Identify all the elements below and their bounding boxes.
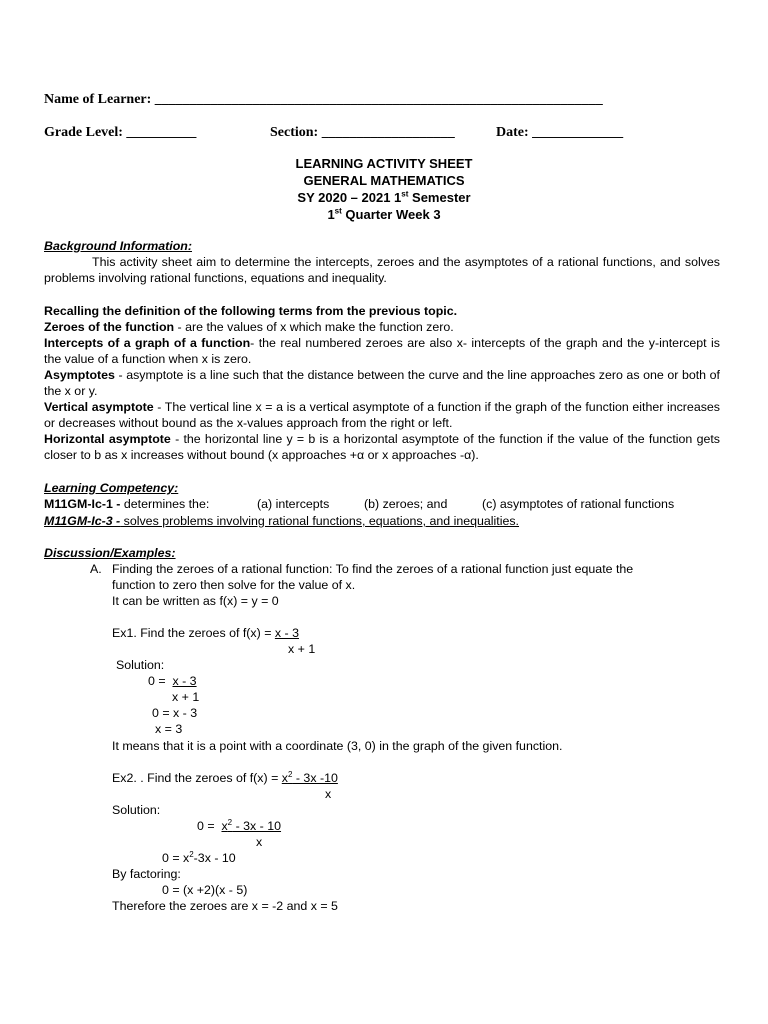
grade-level-blank: __________ — [126, 125, 197, 140]
school-year: SY 2020 – 2021 1st Semester — [297, 189, 471, 205]
example-2-step-1: $0 = x^2 - 3x - 10$ — [197, 817, 282, 833]
example-2-solution-label: Solution: — [112, 803, 161, 817]
example-1-step-3: x = 3 — [155, 722, 183, 736]
example-1-label: Ex1. Find the zeroes of f(x) = x - 3 — [112, 626, 299, 640]
example-1-step-1: 0 = x - 3 — [148, 674, 197, 688]
example-2-conclusion: Therefore the zeroes are x = -2 and x = 5 — [112, 899, 338, 913]
example-1-numerator: x - 3 — [274, 626, 299, 640]
date-row — [496, 125, 623, 141]
quarter-week: 1st Quarter Week 3 — [327, 206, 441, 222]
example-2-label: Ex2. . Find the zeroes of $f(x) = x^2 - 3x$ -10 — [112, 769, 338, 785]
item-a-line-3: It can be written as f(x) = y = 0 — [112, 594, 279, 608]
example-2-step-3: 0 = (x +2)(x - 5) — [162, 883, 248, 897]
learner-name-row — [44, 92, 603, 108]
example-1-conclusion: It means that it is a point with a coordinate (3, 0) in the graph of the given function. — [112, 739, 563, 753]
item-a-line-1: Finding the zeroes of a rational function: To find the zeroes of a rational function just equate the — [112, 562, 634, 576]
background-heading: Background Information: — [44, 239, 192, 253]
section-row — [270, 125, 455, 141]
item-a-marker: A. — [90, 562, 102, 576]
date-blank: _____________ — [532, 125, 624, 140]
competency-2: M11GM-Ic-3 - solves problems involving rational functions, equations, and inequalities. — [44, 514, 520, 528]
learner-name-blank: ________________________________________________________________ — [154, 92, 603, 107]
grade-level-row — [44, 125, 196, 141]
competency-option-b: (b) zeroes; and — [364, 497, 448, 511]
example-2-step-1-denominator: x — [256, 835, 263, 849]
definitions-intro: Recalling the definition of the following terms from the previous topic. — [44, 304, 458, 318]
example-2-numerator: $x^2 - 3x$ -10 — [281, 769, 338, 785]
factoring-label: By factoring: — [112, 867, 181, 881]
competency-heading: Learning Competency: — [44, 481, 179, 495]
definition-horizontal-asymptote: Horizontal asymptote - the horizontal line y = b is a horizontal asymptote of the function if the value of the function gets closer to b as x increases without bound (x approaches +α or x approaches -α). — [44, 432, 720, 462]
learner-name-label: Name of Learner: — [44, 92, 152, 107]
item-a-line-2: function to zero then solve for the value of x. — [112, 578, 356, 592]
competency-option-a: (a) intercepts — [257, 497, 330, 511]
section-blank: ___________________ — [321, 125, 455, 140]
background-text: This activity sheet aim to determine the intercepts, zeroes and the asymptotes of a rational functions, and solves problems involving rational functions, equations and inequality. — [44, 255, 720, 285]
date-label: Date: — [496, 125, 529, 140]
grade-level-label: Grade Level: — [44, 125, 123, 140]
competency-1: M11GM-Ic-1 - determines the: — [44, 497, 210, 511]
example-1-step-1-denominator: x + 1 — [172, 690, 200, 704]
example-2-denominator: x — [325, 787, 332, 801]
discussion-heading: Discussion/Examples: — [44, 546, 176, 560]
competency-option-c: (c) asymptotes of rational functions — [482, 497, 675, 511]
sheet-title: LEARNING ACTIVITY SHEET — [295, 156, 473, 171]
section-label: Section: — [270, 125, 319, 140]
example-2-step-2: $0 = x^2-3x - 10$ — [162, 849, 236, 865]
definition-intercepts: Intercepts of a graph of a function- the real numbered zeroes are also x- intercepts of the graph and the y-intercept is the value of a function when x is zero. — [44, 336, 720, 366]
example-1-denominator: x + 1 — [288, 642, 316, 656]
definition-asymptotes: Asymptotes - asymptote is a line such that the distance between the curve and the line approaches zero as one or both of the x or y. — [44, 368, 720, 398]
example-1-step-2: 0 = x - 3 — [152, 706, 198, 720]
example-1-solution-label: Solution: — [116, 658, 165, 672]
definition-vertical-asymptote: Vertical asymptote - The vertical line x = a is a vertical asymptote of a function if the graph of the function either increases or decreases without bound as the x-values approach from the right or left. — [44, 400, 720, 430]
subject-title: GENERAL MATHEMATICS — [303, 173, 465, 188]
definition-zeroes: Zeroes of the function - are the values of x which make the function zero. — [44, 320, 454, 334]
